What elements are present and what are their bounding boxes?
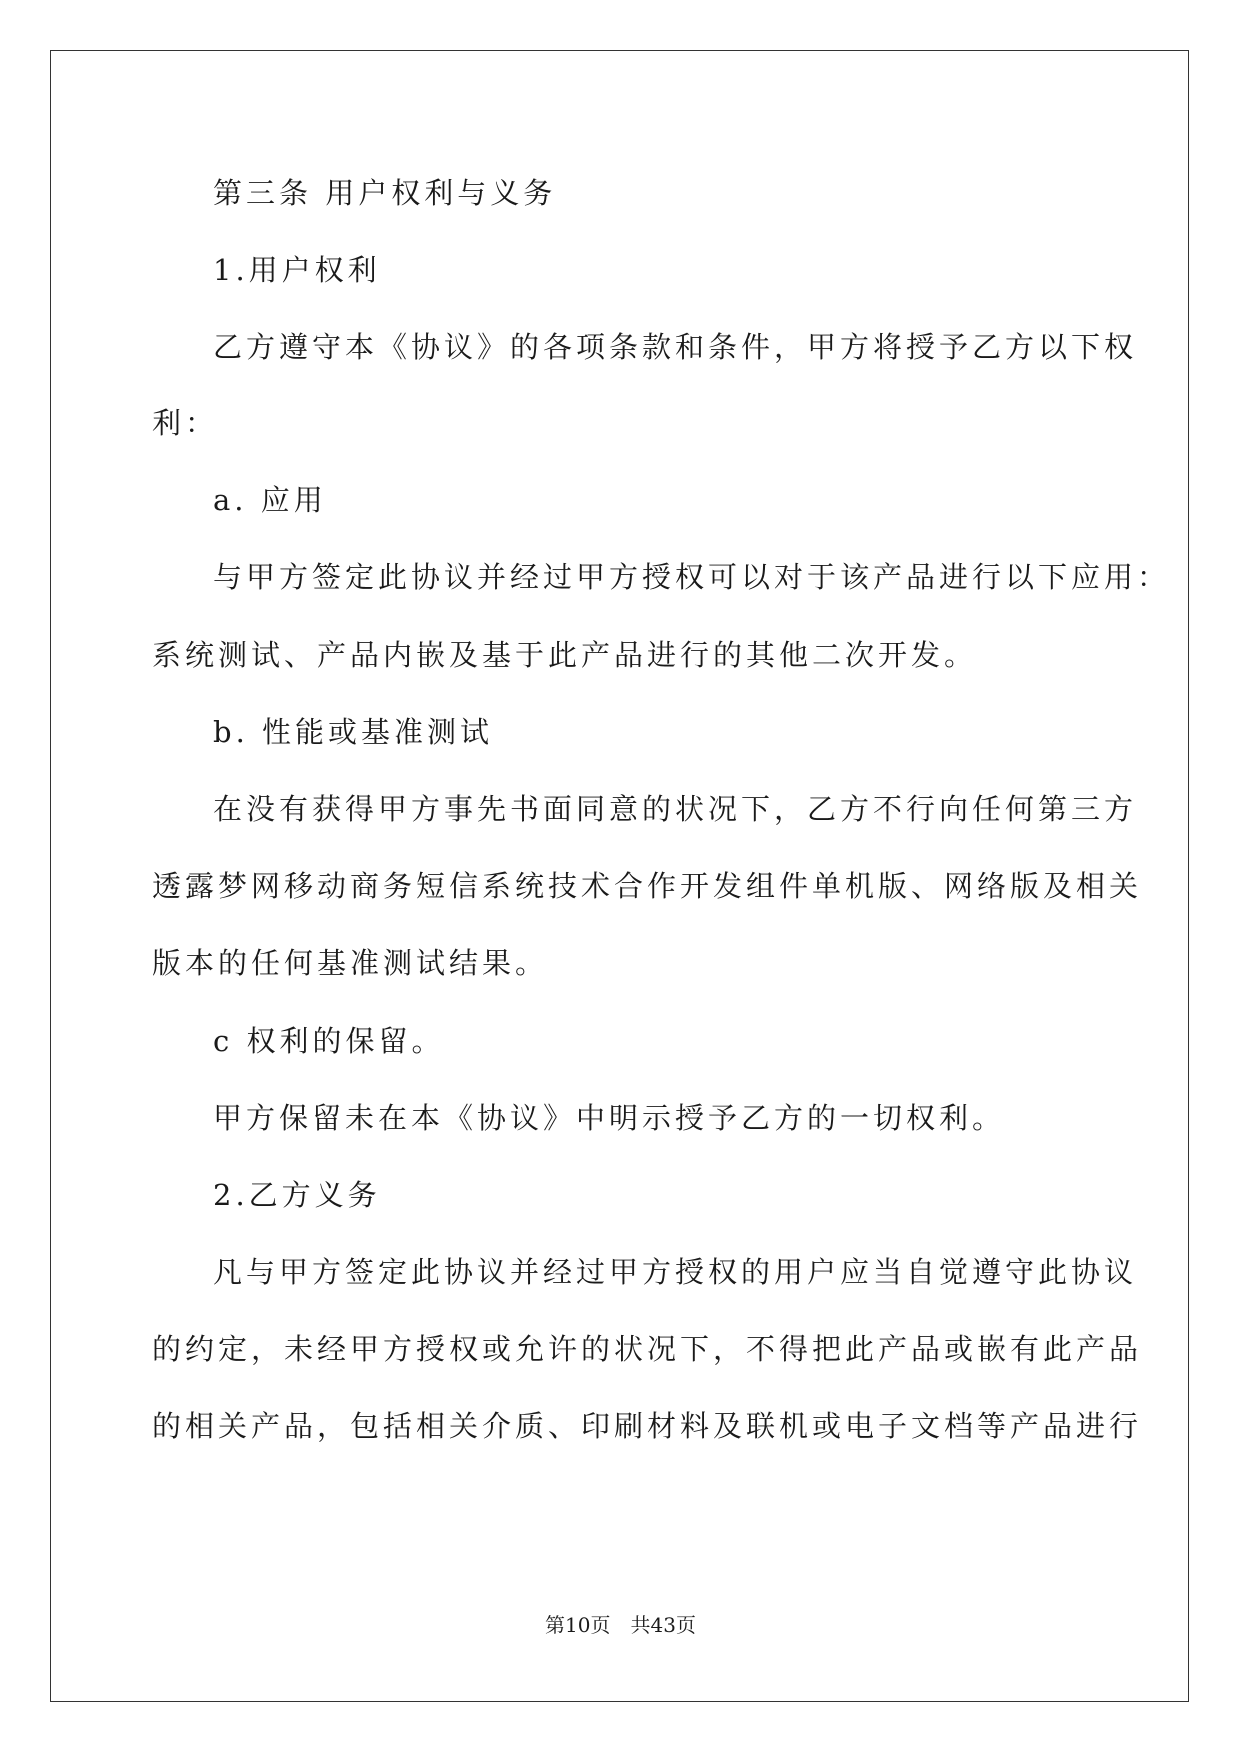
paragraph-line: 甲方保留未在本《协议》中明示授予乙方的一切权利。 (213, 1101, 1006, 1135)
paragraph-line: 凡与甲方签定此协议并经过甲方授权的用户应当自觉遵守此协议 (213, 1255, 1138, 1289)
paragraph-line: 乙方遵守本《协议》的各项条款和条件，甲方将授予乙方以下权 (213, 330, 1138, 364)
article-heading: 第三条 用户权利与义务 (213, 176, 557, 210)
paragraph-line: 透露梦网移动商务短信系统技术合作开发组件单机版、网络版及相关 (152, 869, 1143, 903)
paragraph-line: 与甲方签定此协议并经过甲方授权可以对于该产品进行以下应用： (213, 560, 1171, 594)
subsection-heading-reservation: c 权利的保留。 (213, 1024, 445, 1058)
paragraph-line: 利： (152, 406, 219, 440)
page-number-footer: 第10页 共43页 (545, 1613, 696, 1637)
paragraph-line: 版本的任何基准测试结果。 (152, 946, 549, 980)
paragraph-line: 的相关产品，包括相关介质、印刷材料及联机或电子文档等产品进行 (152, 1409, 1143, 1443)
paragraph-line: 在没有获得甲方事先书面同意的状况下，乙方不行向任何第三方 (213, 792, 1138, 826)
paragraph-line: 系统测试、产品内嵌及基于此产品进行的其他二次开发。 (152, 638, 978, 672)
paragraph-line: 的约定，未经甲方授权或允许的状况下，不得把此产品或嵌有此产品 (152, 1332, 1143, 1366)
section-heading-obligations: 2.乙方义务 (213, 1178, 381, 1212)
section-heading-user-rights: 1.用户权利 (213, 253, 381, 287)
subsection-heading-application: a. 应用 (213, 483, 327, 517)
subsection-heading-benchmark: b. 性能或基准测试 (213, 715, 494, 749)
